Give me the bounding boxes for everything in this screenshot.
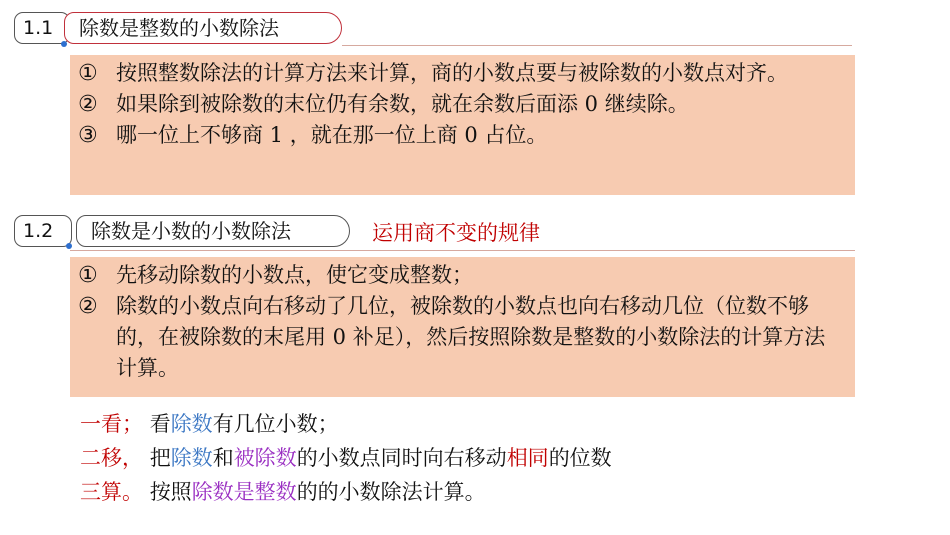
list-item-text: 如果除到被除数的末位仍有余数，就在余数后面添 0 继续除。 <box>116 92 689 116</box>
section-number-1-1: 1.1 <box>14 12 70 44</box>
list-item <box>78 260 855 291</box>
list-item <box>78 58 855 89</box>
content-box-1-1 <box>70 55 855 195</box>
tip-text: 和 <box>212 446 234 470</box>
tip-text: 的的小数除法计算。 <box>296 480 486 504</box>
tip-line-2 <box>80 441 612 475</box>
tip-label: 二移， <box>80 446 143 470</box>
tip-text: 的小数点同时向右移动 <box>296 446 507 470</box>
circled-number-2: ② <box>78 92 98 117</box>
circled-number-3: ③ <box>78 123 98 148</box>
section-note: 运用商不变的规律 <box>372 221 540 245</box>
list-item-text: 哪一位上不够商 1 ，就在那一位上商 0 占位。 <box>116 123 548 147</box>
tip-label: 三算。 <box>80 480 143 504</box>
tip-text: 有几位小数； <box>212 412 339 436</box>
header-rule <box>70 250 855 251</box>
header-rule <box>342 45 852 46</box>
tip-highlight: 除数是整数 <box>191 480 297 504</box>
tip-text: 按照 <box>149 480 192 504</box>
section-number-1-2: 1.2 <box>14 215 72 247</box>
tip-line-1 <box>80 407 612 441</box>
tip-highlight: 被除数 <box>233 446 297 470</box>
list-item-text: 除数的小数点向右移动了几位，被除数的小数点也向右移动几位（位数不够的，在被除数的末尾用 0 补足），然后按照除数是整数的小数除法的计算方法计算。 <box>116 294 826 380</box>
section-title-1-1: 除数是整数的小数除法 <box>64 12 342 44</box>
method-tips <box>80 407 612 509</box>
list-item <box>78 291 855 384</box>
section-title-1-2: 除数是小数的小数除法 <box>76 215 350 247</box>
tip-text: 把 <box>149 446 171 470</box>
list-item <box>78 89 855 120</box>
bullet-dot <box>66 243 72 249</box>
list-item-text: 先移动除数的小数点，使它变成整数； <box>116 263 473 287</box>
tip-highlight: 相同 <box>506 446 549 470</box>
list-item-text: 按照整数除法的计算方法来计算，商的小数点要与被除数的小数点对齐。 <box>116 61 788 85</box>
tip-line-3 <box>80 475 612 509</box>
tip-text: 看 <box>149 412 171 436</box>
tip-highlight: 除数 <box>170 412 213 436</box>
circled-number-1: ① <box>78 263 98 288</box>
tip-highlight: 除数 <box>170 446 213 470</box>
content-box-1-2 <box>70 257 855 397</box>
tip-text: 的位数 <box>548 446 612 470</box>
circled-number-1: ① <box>78 61 98 86</box>
tip-label: 一看； <box>80 412 143 436</box>
list-item <box>78 120 855 151</box>
circled-number-2: ② <box>78 294 98 319</box>
bullet-dot <box>61 41 67 47</box>
